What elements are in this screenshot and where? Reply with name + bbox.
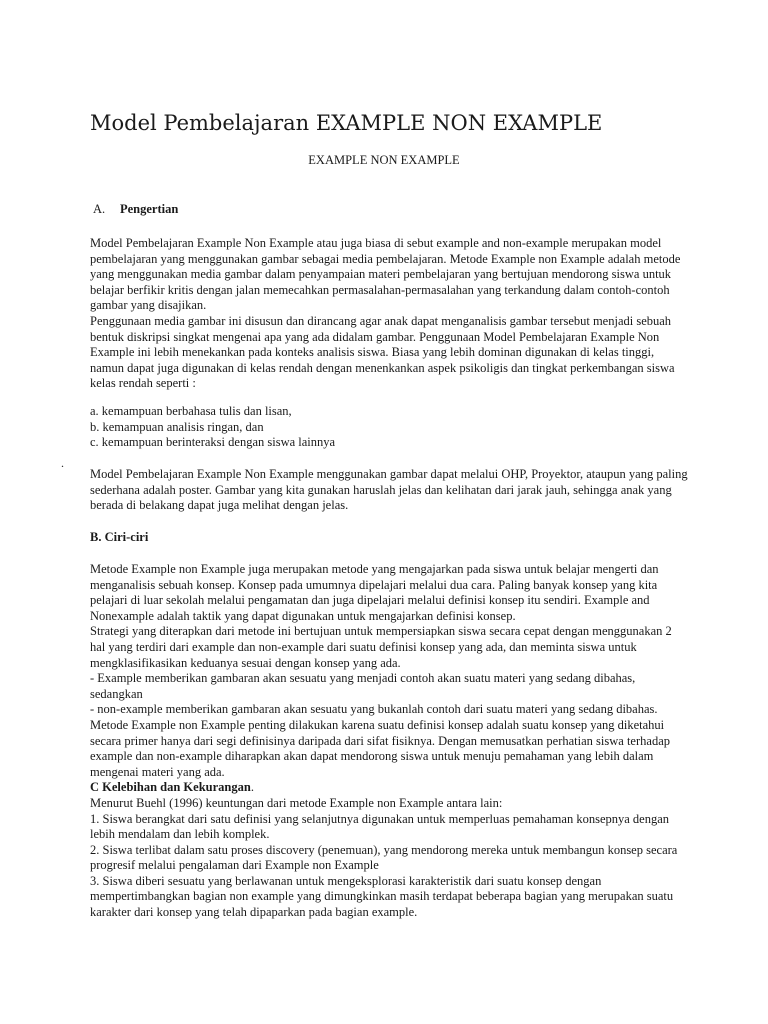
paragraph: Penggunaan media gambar ini disusun dan dirancang agar anak dapat menganalisis gambar tersebut menjadi sebuah bentuk diskripsi singkat mengenai apa yang ada didalam gambar. Penggunaan Model Pembelajaran Example Non Example ini lebih menekankan pada konteks analisis siswa. Biasa yang lebih dominan digunakan di kelas tinggi, namun dapat juga digunakan di kelas rendah dengan menenkankan aspek psikoligis dan tingkat perkembangan siswa kelas rendah seperti : — [90, 313, 675, 391]
pengertian-section — [90, 236, 690, 392]
document-subtitle: EXAMPLE NON EXAMPLE — [308, 153, 460, 167]
paragraph: Metode Example non Example penting dilakukan karena suatu definisi konsep adalah suatu konsep yang diketahui secara primer hanya dari segi definisinya daripada dari sifat fisiknya. Dengan memusatkan perhatian siswa terhadap example dan non-example diharapkan akan dapat mendorong siswa untuk menuju pemahaman yang lebih dalam mengenai materi yang ada. — [90, 717, 670, 779]
paragraph: 1. Siswa berangkat dari satu definisi yang selanjutnya digunakan untuk memperluas pemahaman konsepnya dengan lebih mendalam dan lebih komplek. — [90, 811, 670, 842]
section-a-label: A. — [93, 202, 106, 216]
stray-mark: . — [61, 456, 64, 470]
ciri-section — [90, 562, 690, 921]
section-c-trailing: . — [250, 780, 254, 795]
list-item: a. kemampuan berbahasa tulis dan lisan, — [90, 404, 292, 418]
paragraph: Model Pembelajaran Example Non Example atau juga biasa di sebut example and non-example merupakan model pembelajaran yang menggunakan gambar sebagai media pembelajaran. Metode Example non Example adalah metode yang menggunakan media gambar dalam penyampaian materi pembelajaran yang bertujuan mendorong siswa untuk belajar berfikir kritis dengan jalan memecahkan permasalahan-permasalahan yang terkandung dalam contoh-contoh gambar yang disajikan. — [90, 236, 681, 313]
paragraph: Menurut Buehl (1996) keuntungan dari metode Example non Example antara lain: — [90, 795, 503, 810]
paragraph: - Example memberikan gambaran akan sesuatu yang menjadi contoh akan suatu materi yang sedang dibahas, sedangkan — [90, 671, 636, 701]
paragraph: 2. Siswa terlibat dalam satu proses discovery (penemuan), yang mendorong mereka untuk membangun konsep secara progresif melalui pengalaman dari Example non Example — [90, 842, 678, 873]
paragraph: Metode Example non Example juga merupakan metode yang mengajarkan pada siswa untuk belajar mengerti dan menganalisis sebuah konsep. Konsep pada umumnya dipelajari melalui dua cara. Paling banyak konsep yang kita pelajari di luar sekolah melalui pengamatan dan juga dipelajari melalui definisi konsep itu sendiri. Example and Nonexample adalah taktik yang dapat digunakan untuk mengajarkan definisi konsep. — [90, 562, 659, 623]
section-a-heading — [93, 201, 178, 217]
paragraph: 3. Siswa diberi sesuatu yang berlawanan untuk mengeksplorasi karakteristik dari suatu konsep dengan mempertimbangkan bagian non example yang dimungkinkan masih terdapat beberapa bagian yang merupakan suatu karakter dari konsep yang telah dipaparkan pada bagian example. — [90, 873, 674, 920]
section-c-heading — [90, 780, 690, 796]
list-item: b. kemampuan analisis ringan, dan — [90, 419, 264, 434]
section-a-title: Pengertian — [120, 202, 179, 216]
media-paragraph — [90, 467, 690, 514]
paragraph: Model Pembelajaran Example Non Example menggunakan gambar dapat melalui OHP, Proyektor, ataupun yang paling sederhana adalah poster. Gambar yang kita gunakan haruslah jelas dan kelihatan dari jarak jauh, sehingga anak yang berada di belakang dapat juga melihat dengan jelas. — [90, 467, 688, 513]
paragraph: Strategi yang diterapkan dari metode ini bertujuan untuk mempersiapkan siswa secara cepat dengan menggunakan 2 hal yang terdiri dari example dan non-example dari suatu definisi konsep yang ada, dan meminta siswa untuk mengklasifikasikan keduanya sesuai dengan konsep yang ada. — [90, 624, 672, 670]
document-title: Model Pembelajaran EXAMPLE NON EXAMPLE — [90, 111, 603, 135]
section-c-title: C Kelebihan dan Kekurangan — [90, 780, 251, 795]
paragraph: - non-example memberikan gambaran akan sesuatu yang bukanlah contoh dari suatu materi yang sedang dibahas. — [90, 702, 658, 717]
section-b-heading: B. Ciri-ciri — [90, 530, 149, 544]
list-item: c. kemampuan berinteraksi dengan siswa lainnya — [90, 435, 336, 450]
abilities-list — [90, 404, 690, 451]
